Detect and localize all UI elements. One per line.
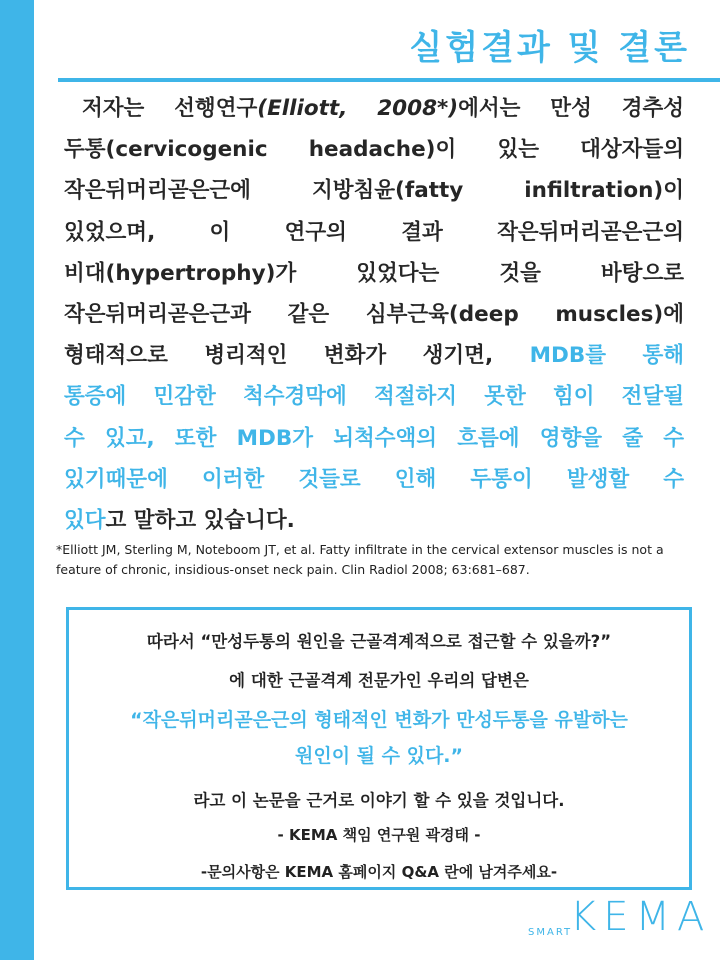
conclusion-statement: 라고 이 논문을 근거로 이야기 할 수 있을 것입니다.	[193, 791, 565, 810]
page-title: 실험결과 및 결론	[409, 28, 690, 68]
left-accent-bar	[0, 0, 34, 960]
body-line-9: 수 있고, 또한 MDB가 뇌척수액의 흐름에 영향을 줄 수	[64, 425, 684, 451]
conclusion-answer-line-2: 원인이 될 수 있다.”	[294, 745, 464, 767]
conclusion-question: 따라서 “만성두통의 원인을 근골격계적으로 접근할 수 있을까?”	[146, 632, 612, 651]
body-line-3: 작은뒤머리곧은근에 지방침윤(fatty infiltration)이	[64, 178, 684, 204]
body-line-10: 있기때문에 이러한 것들로 인해 두통이 발생할 수	[64, 466, 684, 492]
highlight-text: 있다	[64, 508, 106, 534]
body-line-5: 비대(hypertrophy)가 있었다는 것을 바탕으로	[64, 260, 684, 286]
contact-note: -문의사항은 KEMA 홈페이지 Q&A 란에 남겨주세요-	[200, 863, 558, 881]
body-line-8: 통증에 민감한 척수경막에 적절하지 못한 힘이 전달될	[64, 384, 684, 410]
logo-kema-text: KEMA	[570, 894, 712, 940]
body-line-6: 작은뒤머리곧은근과 같은 심부근육(deep muscles)에	[64, 302, 684, 328]
body-line-7: 형태적으로 병리적인 변화가 생기면, MDB를 통해	[64, 343, 684, 369]
title-underline	[58, 78, 720, 82]
footnote-line-1: *Elliott JM, Sterling M, Noteboom JT, et al. Fatty infiltrate in the cervical extensor muscles is not a	[56, 542, 664, 557]
highlight-text: MDB를 통해	[529, 343, 684, 369]
conclusion-box	[66, 607, 692, 890]
conclusion-answer-line-1: “작은뒤머리곧은근의 형태적인 변화가 만성두통을 유발하는	[130, 709, 628, 731]
body-line-2: 두통(cervicogenic headache)이 있는 대상자들의	[64, 137, 684, 163]
body-line-1: 저자는 선행연구(Elliott, 2008*)에서는 만성 경추성	[82, 96, 685, 121]
conclusion-intro: 에 대한 근골격계 전문가인 우리의 답변은	[229, 671, 529, 690]
main-paragraph	[64, 88, 684, 541]
footnote-line-2: feature of chronic, insidious-onset neck pain. Clin Radiol 2008; 63:681–687.	[56, 562, 530, 577]
body-line-11: 있다고 말하고 있습니다.	[64, 508, 295, 534]
citation-reference: (Elliott, 2008*)	[257, 96, 459, 121]
footnote	[56, 540, 696, 580]
body-line-4: 있었으며, 이 연구의 결과 작은뒤머리곧은근의	[64, 219, 684, 245]
kema-logo	[528, 894, 712, 946]
logo-smart-text: SMART	[528, 927, 573, 938]
author-credit: - KEMA 책임 연구원 곽경태 -	[277, 826, 481, 844]
